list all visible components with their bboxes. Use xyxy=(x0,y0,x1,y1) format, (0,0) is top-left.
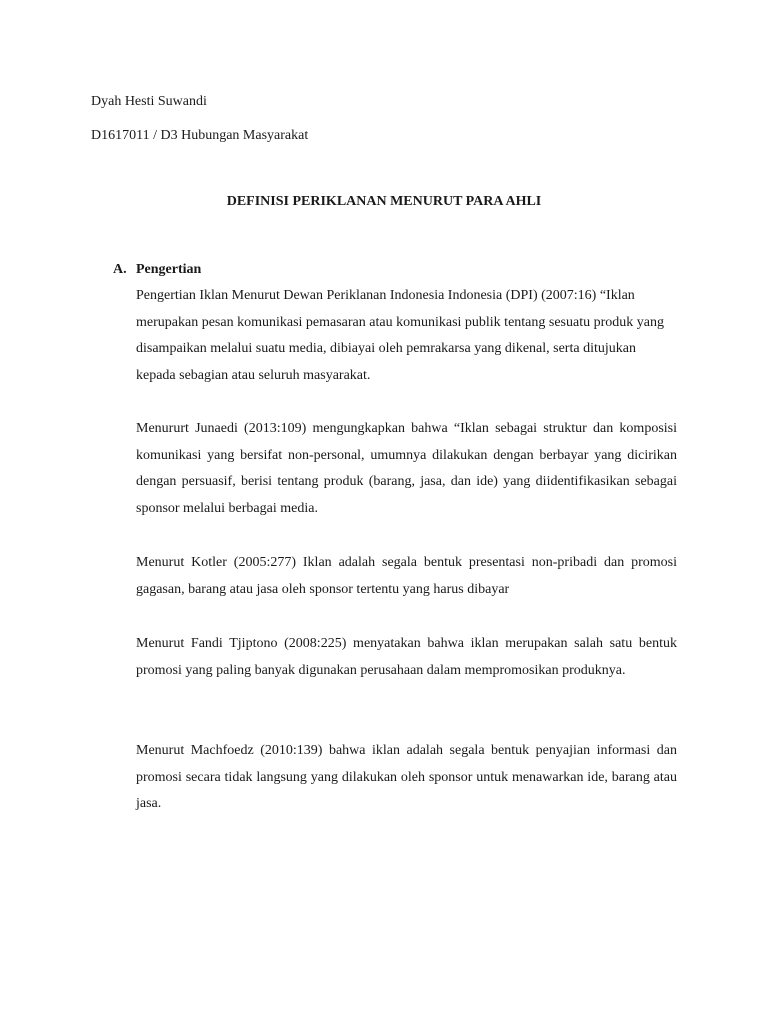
paragraph-text: Menurut Fandi Tjiptono (2008:225) menyatakan bahwa iklan merupakan salah satu bentuk promosi yang paling banyak digunakan perusahaan dalam mempromosikan produknya. xyxy=(136,636,677,678)
author-name: Dyah Hesti Suwandi xyxy=(91,94,207,109)
paragraph-machfoedz-definition xyxy=(136,738,677,818)
paragraph-text: Menururt Junaedi (2013:109) mengungkapkan bahwa “Iklan sebagai struktur dan komposisi komunikasi yang bersifat non-personal, umumnya dilakukan dengan berbayar yang dicirikan dengan persuasif, berisi tentang produk (barang, jasa, dan ide) yang diidentifikasikan sebagai sponsor melalui berbagai media. xyxy=(136,421,677,516)
paragraph-dpi-definition xyxy=(136,283,677,389)
section-marker: A. xyxy=(113,262,127,277)
document-title: DEFINISI PERIKLANAN MENURUT PARA AHLI xyxy=(226,194,542,209)
paragraph-tjiptono-definition xyxy=(136,631,677,684)
paragraph-text: Menurut Kotler (2005:277) Iklan adalah segala bentuk presentasi non-pribadi dan promosi gagasan, barang atau jasa oleh sponsor tertentu yang harus dibayar xyxy=(136,555,677,597)
paragraph-kotler-definition xyxy=(136,550,677,603)
student-id-program: D1617011 / D3 Hubungan Masyarakat xyxy=(91,128,309,143)
section-title: Pengertian xyxy=(136,262,202,277)
paragraph-text: Menurut Machfoedz (2010:139) bahwa iklan adalah segala bentuk penyajian informasi dan promosi secara tidak langsung yang dilakukan oleh sponsor untuk menawarkan ide, barang atau jasa. xyxy=(136,743,677,811)
paragraph-text: Pengertian Iklan Menurut Dewan Periklanan Indonesia Indonesia (DPI) (2007:16) “Iklan merupakan pesan komunikasi pemasaran atau komunikasi publik tentang sesuatu produk yang disampaikan melalui suatu media, dibiayai oleh pemrakarsa yang dikenal, serta ditujukan kepada sebagian atau seluruh masyarakat. xyxy=(136,288,664,383)
paragraph-junaedi-definition xyxy=(136,416,677,522)
